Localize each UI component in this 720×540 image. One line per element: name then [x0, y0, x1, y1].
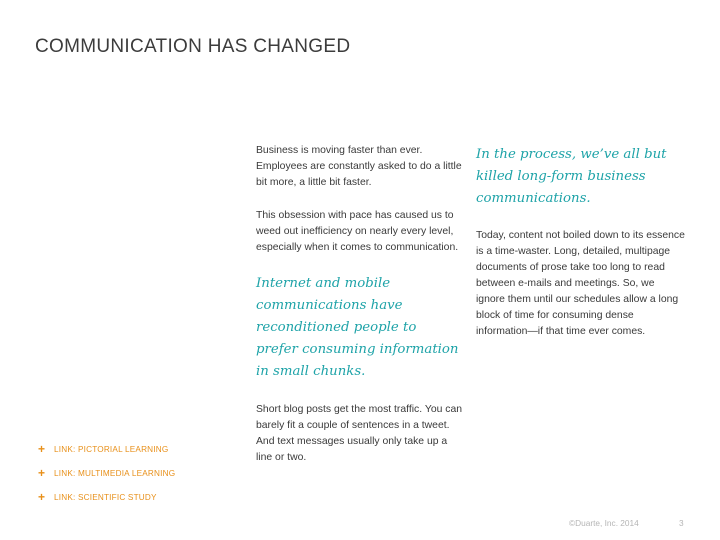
plus-icon: + [38, 466, 46, 480]
right-column [476, 143, 686, 340]
right-pull-quote: In the process, we’ve all but killed long-form business communications. [476, 147, 667, 206]
middle-paragraph-1: Business is moving faster than ever. Employees are constantly asked to do a little bit more, a little bit faster. [256, 145, 462, 188]
link-label: LINK: MULTIMEDIA LEARNING [54, 469, 176, 478]
slide-title: COMMUNICATION HAS CHANGED [35, 36, 351, 57]
middle-pull-quote: Internet and mobile communications have reconditioned people to prefer consuming information in small chunks. [256, 276, 459, 379]
link-scientific-study[interactable] [38, 492, 175, 503]
page-number: 3 [679, 518, 684, 528]
footer-copyright: ©Duarte, Inc. 2014 [569, 518, 639, 528]
link-multimedia-learning[interactable] [38, 468, 175, 479]
plus-icon: + [38, 490, 46, 504]
link-list [38, 444, 175, 516]
plus-icon: + [38, 442, 46, 456]
middle-paragraph-2: This obsession with pace has caused us to weed out inefficiency on nearly every level, especially when it comes to communication. [256, 210, 459, 253]
link-pictorial-learning[interactable] [38, 444, 175, 455]
middle-column [256, 143, 462, 466]
link-label: LINK: SCIENTIFIC STUDY [54, 493, 157, 502]
link-label: LINK: PICTORIAL LEARNING [54, 445, 169, 454]
middle-paragraph-3: Short blog posts get the most traffic. You can barely fit a couple of sentences in a tweet. And text messages usually only take up a line or two. [256, 404, 463, 463]
right-paragraph-1: Today, content not boiled down to its essence is a time-waster. Long, detailed, multipage documents of prose take too long to read between e-mails and meetings. So, we ignore them until our schedules allow a long block of time for consuming dense information—if that time ever comes. [476, 230, 685, 337]
